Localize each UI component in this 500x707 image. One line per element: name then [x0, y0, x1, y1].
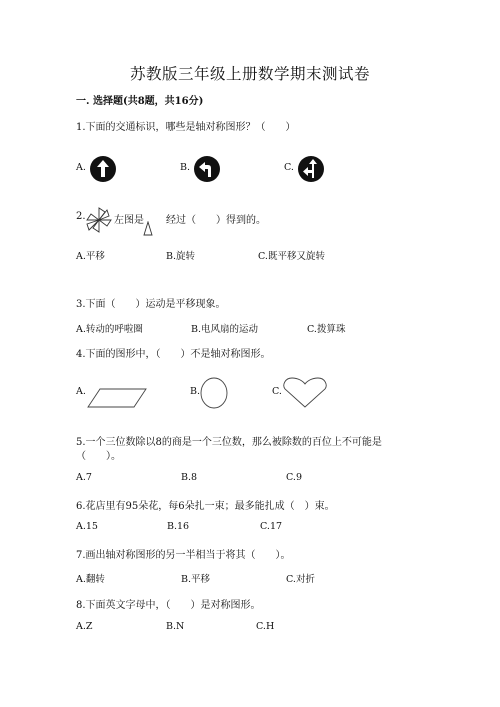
q4-option-a-label: A. — [76, 386, 86, 397]
q2-option-b: B.旋转 — [166, 251, 196, 262]
question-5-text-line2: （ ）。 — [76, 451, 121, 462]
q4-option-c-label: C. — [272, 386, 282, 397]
q5-option-c: C.9 — [286, 472, 302, 483]
question-1-text: 1.下面的交通标识，哪些是轴对称图形？（ ） — [76, 122, 296, 133]
q4-option-b-label: B. — [190, 386, 201, 397]
pinwheel-figure-icon — [85, 206, 113, 234]
q1-option-b-label: B. — [180, 162, 191, 173]
question-7-text: 7.画出轴对称图形的另一半相当于将其（ ）。 — [76, 550, 291, 561]
question-8-text: 8.下面英文字母中，（ ）是对称图形。 — [76, 600, 261, 611]
question-2-text-part2: 经过（ ）得到的。 — [166, 215, 266, 226]
q6-option-b: B.16 — [167, 521, 190, 532]
q5-option-b: B.8 — [181, 472, 198, 483]
straight-or-left-sign-icon — [297, 155, 325, 183]
parallelogram-shape-icon — [86, 387, 148, 409]
q3-option-a: A.转动的呼啦圈 — [76, 324, 143, 335]
section-heading: 一. 选择题(共8题，共16分) — [76, 96, 204, 107]
q7-option-c: C.对折 — [286, 574, 315, 585]
q8-option-a: A.Z — [76, 621, 93, 632]
q6-option-c: C.17 — [260, 521, 283, 532]
q2-option-c: C.既平移又旋转 — [258, 251, 325, 262]
page-title: 苏教版三年级上册数学期末测试卷 — [129, 65, 370, 83]
q7-option-b: B.平移 — [181, 574, 211, 585]
left-turn-sign-icon — [193, 155, 221, 183]
up-arrow-sign-icon — [89, 155, 117, 183]
q7-option-a: A.翻转 — [76, 574, 105, 585]
question-6-text: 6.花店里有95朵花，每6朵扎一束；最多能扎成（ ）束。 — [76, 501, 335, 512]
question-2-text-part1: 左图是 — [114, 215, 144, 226]
q2-option-a: A.平移 — [76, 251, 105, 262]
q3-option-b: B.电风扇的运动 — [191, 324, 259, 335]
small-triangle-icon — [142, 221, 154, 236]
circle-shape-icon — [199, 377, 229, 409]
q1-option-a-label: A. — [76, 162, 86, 173]
q5-option-a: A.7 — [76, 472, 92, 483]
question-2-number: 2. — [76, 211, 86, 222]
q8-option-c: C.H — [256, 621, 275, 632]
question-5-text-line1: 5.一个三位数除以8的商是一个三位数，那么被除数的百位上不可能是 — [76, 437, 382, 448]
q6-option-a: A.15 — [76, 521, 98, 532]
heart-shape-icon — [282, 377, 328, 409]
q8-option-b: B.N — [166, 621, 185, 632]
q3-option-c: C.拨算珠 — [307, 324, 346, 335]
question-3-text: 3.下面（ ）运动是平移现象。 — [76, 299, 226, 310]
question-4-text: 4.下面的图形中，（ ）不是轴对称图形。 — [76, 349, 271, 360]
q1-option-c-label: C. — [284, 162, 294, 173]
